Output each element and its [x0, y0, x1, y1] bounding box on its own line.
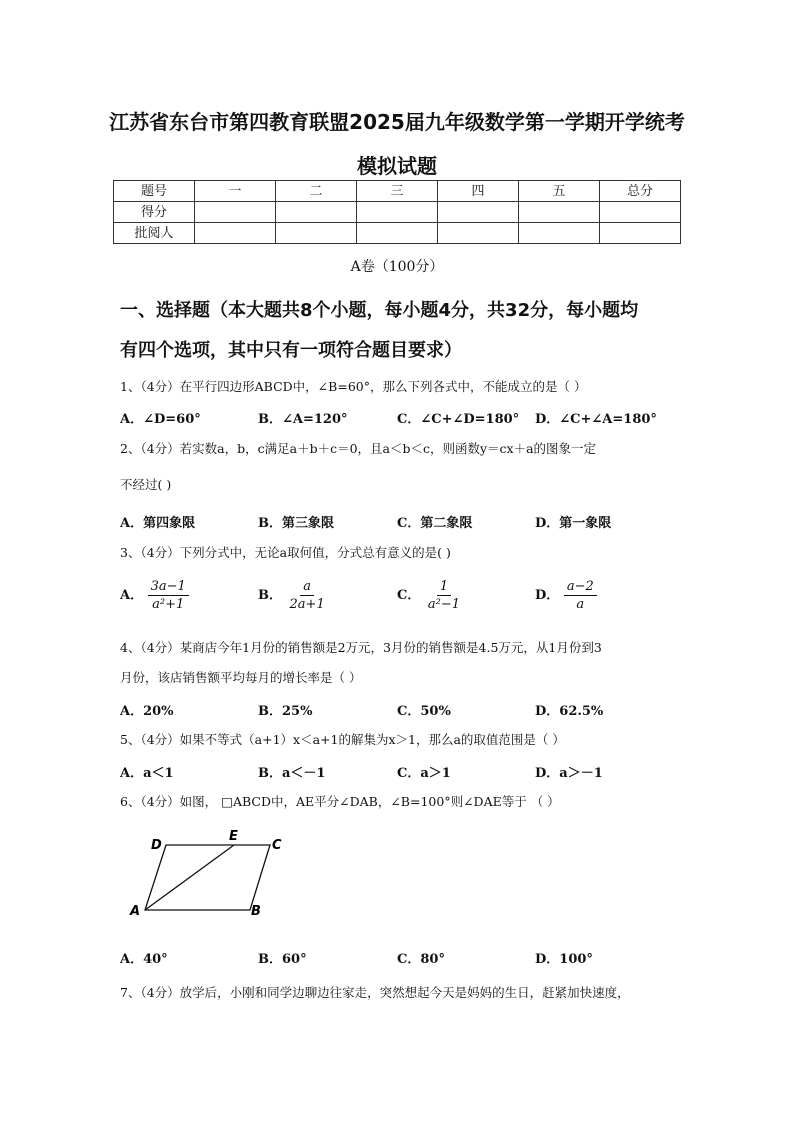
- score-table: [113, 180, 681, 244]
- parallelogram-figure: [120, 826, 300, 922]
- part1-heading-line2: 有四个选项，其中只有一项符合题目要求）: [120, 340, 462, 361]
- question-7-stem: 7、（4分）放学后，小刚和同学边聊边往家走，突然想起今天是妈妈的生日，赶紧加快速度，: [120, 985, 630, 1000]
- q5-option-a[interactable]: A．a＜1: [120, 766, 174, 781]
- vertex-label-d: D: [151, 838, 162, 853]
- q1-option-a[interactable]: A．∠D=60°: [120, 412, 201, 427]
- fraction-numerator: 1: [437, 579, 451, 596]
- score-cell[interactable]: [438, 223, 519, 244]
- doc-title-line2: 模拟试题: [357, 154, 437, 178]
- score-cell[interactable]: [357, 223, 438, 244]
- q6-option-d[interactable]: D．100°: [535, 952, 593, 967]
- question-4-stem-line2: 月份，该店销售额平均每月的增长率是（ ）: [120, 670, 362, 685]
- q1-option-c[interactable]: C．∠C+∠D=180°: [397, 412, 520, 427]
- q4-option-c[interactable]: C．50%: [397, 704, 451, 719]
- fraction: [287, 579, 328, 612]
- fraction-numerator: 3a−1: [148, 579, 189, 596]
- q4-option-b[interactable]: B．25%: [258, 704, 313, 719]
- q5-option-b[interactable]: B．a＜－1: [258, 766, 326, 781]
- score-header-cell: 三: [357, 181, 438, 202]
- option-label: A．: [120, 588, 144, 603]
- score-cell[interactable]: [195, 202, 276, 223]
- section-a-heading: A卷（100分）: [350, 259, 444, 275]
- fraction-numerator: a−2: [564, 579, 597, 596]
- score-header-cell: 二: [276, 181, 357, 202]
- bisector-ae: [145, 845, 234, 910]
- q3-option-b[interactable]: [258, 579, 328, 612]
- fraction: [148, 579, 189, 612]
- score-table-row: [114, 223, 681, 244]
- option-label: B．: [258, 588, 282, 603]
- option-label: D．: [535, 588, 560, 603]
- q3-option-d[interactable]: [535, 579, 597, 612]
- score-row-label: 得分: [114, 202, 195, 223]
- q4-option-a[interactable]: A．20%: [120, 704, 174, 719]
- question-4-stem-line1: 4、（4分）某商店今年1月份的销售额是2万元，3月份的销售额是4.5万元，从1月份到3: [120, 640, 602, 655]
- question-6-stem: 6、（4分）如图， □ABCD中，AE平分∠DAB，∠B=100°则∠DAE等于 （ ）: [120, 794, 560, 809]
- score-cell[interactable]: [195, 223, 276, 244]
- question-2-stem-line2: 不经过( ): [120, 477, 172, 492]
- part1-heading-line1: 一、选择题（本大题共8个小题，每小题4分，共32分，每小题均: [120, 300, 639, 321]
- fraction-denominator: a²+1: [152, 597, 185, 612]
- score-header-cell: 总分: [600, 181, 681, 202]
- fraction: [564, 579, 597, 612]
- vertex-label-a: A: [130, 904, 141, 919]
- q2-option-d[interactable]: D．第一象限: [535, 516, 612, 531]
- q6-option-b[interactable]: B．60°: [258, 952, 307, 967]
- score-table-header-row: [114, 181, 681, 202]
- q1-option-b[interactable]: B．∠A=120°: [258, 412, 348, 427]
- score-header-cell: 五: [519, 181, 600, 202]
- question-1-stem: 1、（4分）在平行四边形ABCD中，∠B=60°，那么下列各式中，不能成立的是（ ）: [120, 379, 587, 394]
- score-cell[interactable]: [276, 202, 357, 223]
- score-cell[interactable]: [519, 202, 600, 223]
- q5-option-d[interactable]: D．a＞－1: [535, 766, 603, 781]
- score-header-cell: 四: [438, 181, 519, 202]
- q2-option-c[interactable]: C．第二象限: [397, 516, 473, 531]
- question-3-stem: 3、（4分）下列分式中，无论a取何值，分式总有意义的是( ): [120, 545, 451, 560]
- q5-option-c[interactable]: C．a＞1: [397, 766, 451, 781]
- q3-option-a[interactable]: [120, 579, 189, 612]
- score-cell[interactable]: [600, 223, 681, 244]
- fraction-denominator: 2a+1: [289, 597, 325, 612]
- vertex-label-b: B: [251, 904, 261, 919]
- doc-title-line1: 江苏省东台市第四教育联盟2025届九年级数学第一学期开学统考: [109, 110, 685, 134]
- score-header-cell: 题号: [114, 181, 195, 202]
- vertex-label-c: C: [272, 838, 282, 853]
- q3-option-c[interactable]: [397, 579, 463, 612]
- q6-option-a[interactable]: A．40°: [120, 952, 168, 967]
- score-row-label: 批阅人: [114, 223, 195, 244]
- fraction-numerator: a: [300, 579, 314, 596]
- q6-option-c[interactable]: C．80°: [397, 952, 445, 967]
- vertex-label-e: E: [229, 829, 238, 844]
- score-cell[interactable]: [600, 202, 681, 223]
- option-label: C．: [397, 588, 421, 603]
- question-5-stem: 5、（4分）如果不等式（a+1）x＜a+1的解集为x＞1，那么a的取值范围是（ ）: [120, 732, 565, 747]
- q1-option-d[interactable]: D．∠C+∠A=180°: [535, 412, 657, 427]
- score-cell[interactable]: [519, 223, 600, 244]
- score-cell[interactable]: [276, 223, 357, 244]
- score-cell[interactable]: [357, 202, 438, 223]
- q2-option-a[interactable]: A．第四象限: [120, 516, 196, 531]
- q2-option-b[interactable]: B．第三象限: [258, 516, 334, 531]
- fraction-denominator: a²−1: [427, 597, 461, 612]
- fraction: [425, 579, 463, 612]
- score-table-row: [114, 202, 681, 223]
- fraction-denominator: a: [576, 597, 585, 612]
- parallelogram-outline: [145, 845, 270, 910]
- q4-option-d[interactable]: D．62.5%: [535, 704, 604, 719]
- score-header-cell: 一: [195, 181, 276, 202]
- question-2-stem-line1: 2、（4分）若实数a，b，c满足a＋b＋c＝0，且a＜b＜c，则函数y＝cx＋a的图象一定: [120, 441, 597, 456]
- score-cell[interactable]: [438, 202, 519, 223]
